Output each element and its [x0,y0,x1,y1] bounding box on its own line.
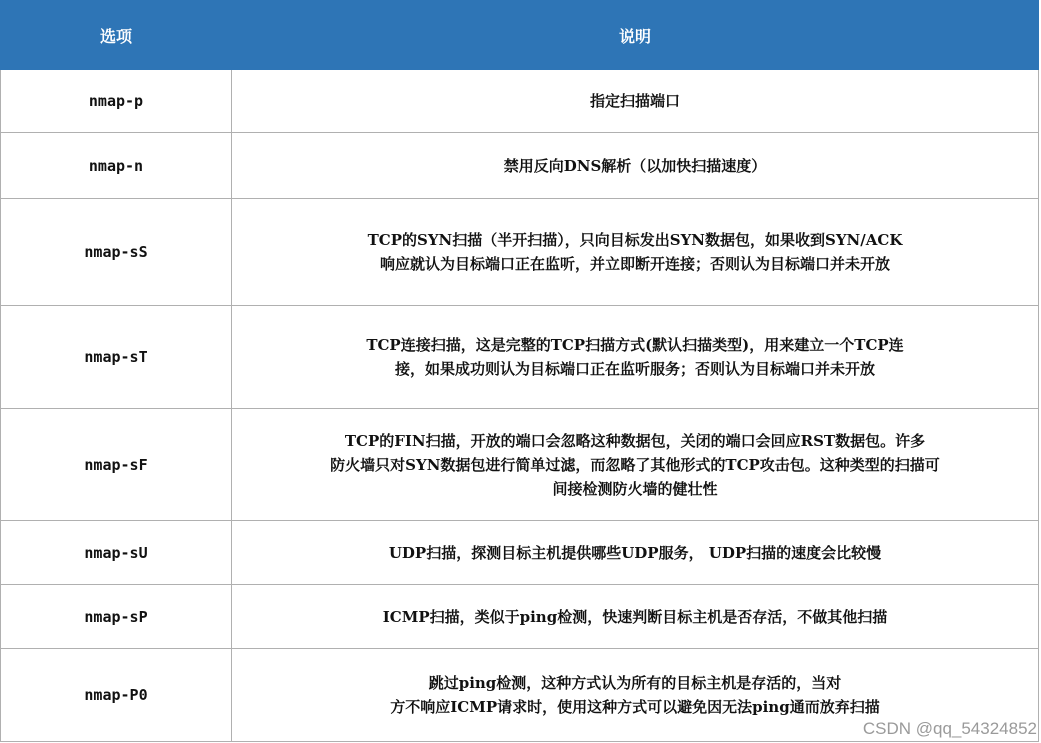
description-cell [232,133,1039,199]
table-row [1,306,1039,409]
table-row [1,409,1039,521]
description-line: 指定扫描端口 [589,92,680,110]
csdn-watermark: CSDN @qq_54324852 [862,719,1037,738]
option-cell: nmap-sT [1,306,232,409]
option-cell: nmap-P0 [1,649,232,742]
description-line: 响应就认为目标端口正在监听，并立即断开连接；否则认为目标端口并未开放 [379,255,890,273]
description-line: 接，如果成功则认为目标端口正在监听服务；否则认为目标端口并未开放 [394,360,875,378]
description-line: 防火墙只对SYN数据包进行简单过滤，而忽略了其他形式的TCP攻击包。这种类型的扫描可 [330,455,940,474]
table-row [1,199,1039,306]
header-option: 选项 [1,1,232,70]
description-cell [232,409,1039,521]
option-cell: nmap-sF [1,409,232,521]
table-row [1,521,1039,585]
description-line: TCP的SYN扫描（半开扫描），只向目标发出SYN数据包，如果收到SYN/ACK [367,231,903,249]
description-cell [232,70,1039,133]
description-line: 跳过ping检测，这种方式认为所有的目标主机是存活的，当对 [428,674,842,692]
option-cell: nmap-sP [1,585,232,649]
description-line: UDP扫描，探测目标主机提供哪些UDP服务， UDP扫描的速度会比较慢 [388,543,882,562]
description-line: 禁用反向DNS解析（以加快扫描速度） [503,156,767,175]
description-cell [232,521,1039,585]
description-line: ICMP扫描，类似于ping检测，快速判断目标主机是否存活，不做其他扫描 [382,607,888,626]
description-line: 方不响应ICMP请求时，使用这种方式可以避免因无法ping通而放弃扫描 [390,698,880,716]
table-row [1,133,1039,199]
description-line: TCP的FIN扫描，开放的端口会忽略这种数据包，关闭的端口会回应RST数据包。许多 [344,431,926,450]
description-cell [232,306,1039,409]
description-cell [232,585,1039,649]
header-description: 说明 [232,1,1039,70]
description-line: 间接检测防火墙的健壮性 [552,479,718,498]
description-line: TCP连接扫描，这是完整的TCP扫描方式(默认扫描类型)，用来建立一个TCP连 [366,336,904,354]
option-cell: nmap-n [1,133,232,199]
option-cell: nmap-sU [1,521,232,585]
header-row [1,1,1039,70]
option-cell: nmap-p [1,70,232,133]
description-cell [232,199,1039,306]
table-row [1,70,1039,133]
table-row [1,585,1039,649]
option-cell: nmap-sS [1,199,232,306]
